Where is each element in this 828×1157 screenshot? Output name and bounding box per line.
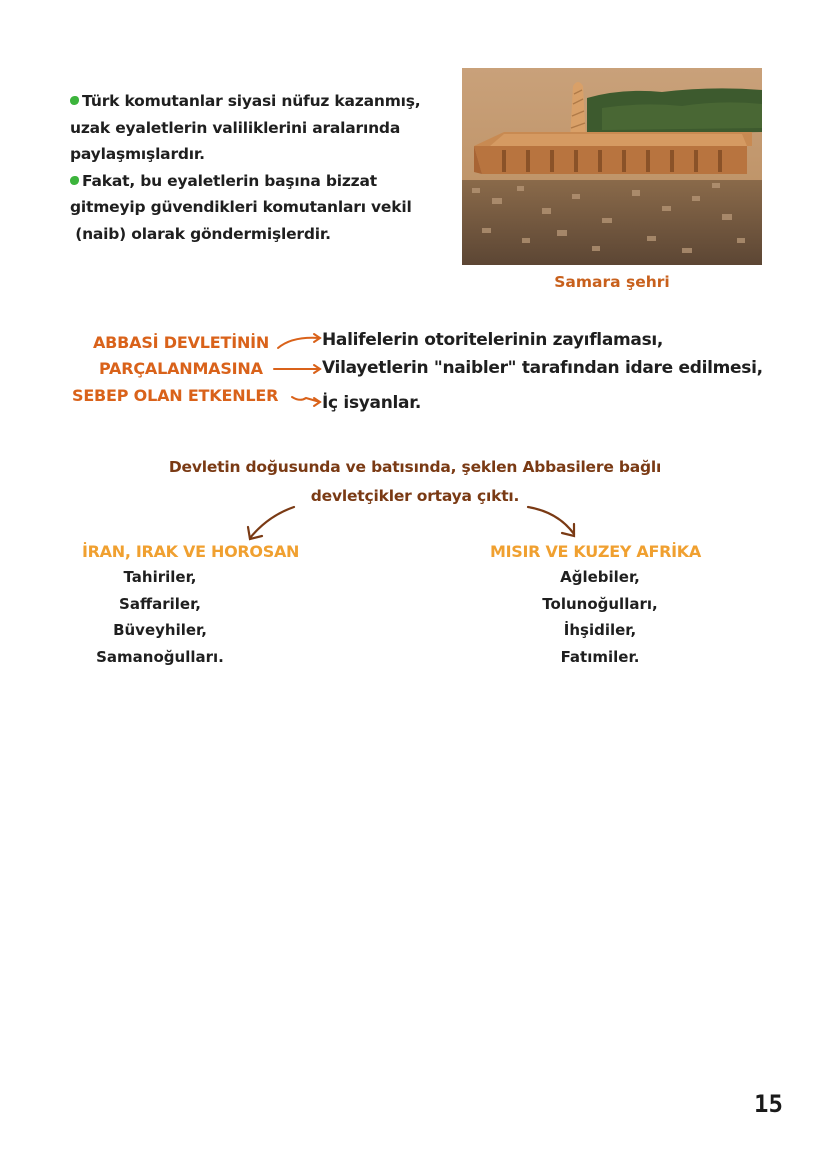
statement-line: Devletin doğusunda ve batısında, şeklen Abbasilere bağlı — [168, 458, 662, 476]
region-title-iran: İRAN, IRAK VE HOROSAN — [82, 542, 300, 561]
state-item: Ağlebiler, — [560, 568, 640, 586]
region-list-iran — [90, 564, 230, 670]
intro-line: Fakat, bu eyaletlerin başına bizzat — [70, 168, 450, 195]
state-item: Saffariler, — [119, 594, 201, 613]
page-number: 15 — [754, 1090, 783, 1118]
photo-caption: Samara şehri — [554, 273, 670, 291]
causes-label-line-2: PARÇALANMASINA — [99, 359, 263, 378]
green-bullet-icon — [70, 176, 79, 185]
mosque-image-icon — [462, 68, 762, 265]
state-item: Tahiriler, — [123, 568, 197, 586]
state-item: İhşidiler, — [563, 621, 637, 639]
intro-paragraph — [70, 88, 450, 247]
cause-item: İç isyanlar. — [322, 393, 422, 413]
state-item: Tolunoğulları, — [542, 594, 658, 613]
state-item: Büveyhiler, — [113, 621, 207, 639]
state-item: Samanoğulları. — [96, 647, 224, 666]
arrow-right-icon — [270, 330, 325, 415]
intro-line: uzak eyaletlerin valiliklerini aralarında — [70, 118, 401, 137]
causes-label-line-3: SEBEP OLAN ETKENLER — [72, 386, 279, 405]
region-title-misir: MISIR VE KUZEY AFRİKA — [490, 542, 701, 561]
branch-arrows-icon — [240, 500, 585, 545]
statement-line: devletçikler ortaya çıktı. — [310, 487, 520, 505]
green-bullet-icon — [70, 96, 79, 105]
intro-line: gitmeyip güvendikleri komutanları vekil — [70, 198, 412, 216]
cause-item: Vilayetlerin "naibler" tarafından idare edilmesi, — [322, 358, 763, 378]
intro-line: (naib) olarak göndermişlerdir. — [70, 224, 331, 243]
intro-line: Türk komutanlar siyasi nüfuz kazanmış, — [70, 88, 450, 115]
region-list-misir — [530, 564, 670, 670]
intro-line: paylaşmışlardır. — [70, 145, 205, 163]
state-item: Fatımiler. — [560, 647, 640, 666]
cause-item: Halifelerin otoritelerinin zayıflaması, — [322, 330, 664, 350]
samarra-photo — [462, 68, 762, 265]
causes-label-line-1: ABBASİ DEVLETİNİN — [93, 333, 270, 352]
